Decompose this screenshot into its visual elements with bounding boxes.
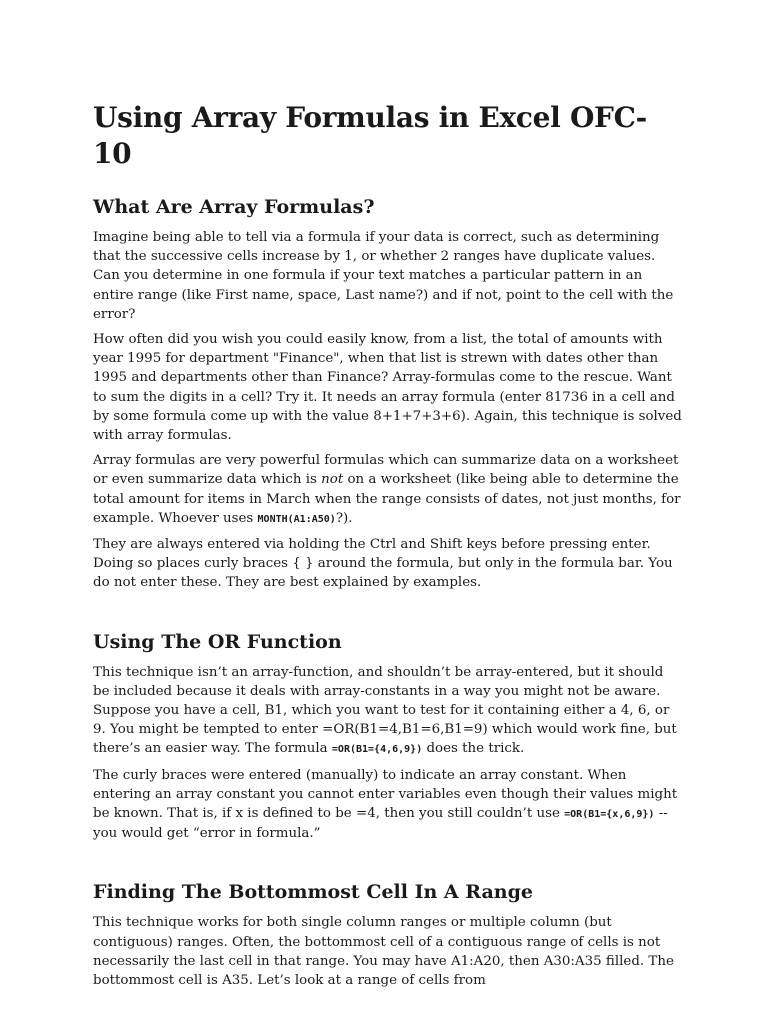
text-run: -- you would get “error in formula.” <box>93 806 668 842</box>
document-page <box>93 100 683 996</box>
paragraph <box>93 766 683 844</box>
formula-code: MONTH(A1:A50) <box>257 513 336 525</box>
paragraph: Imagine being able to tell via a formula if your data is correct, such as determining that the successive cells increase by 1, or whether 2 ranges have duplicate values. Can you determine in one formula if your text matches a particular pattern in an entire range (like First name, space, Last name?) and if not, point to the cell with the error? <box>93 230 674 322</box>
section-heading-bottommost-cell: Finding The Bottommost Cell In A Range <box>93 881 533 904</box>
section-heading-or-function: Using The OR Function <box>93 630 342 653</box>
paragraph: They are always entered via holding the Ctrl and Shift keys before pressing enter. Doing so places curly braces { } around the formula, but only in the formula bar. You do not enter these. They are best explained by examples. <box>93 537 673 591</box>
emphasis-text: not <box>321 472 344 488</box>
formula-code: =OR(B1={x,6,9}) <box>564 809 655 821</box>
paragraph <box>93 663 683 760</box>
text-run: does the trick. <box>422 741 525 757</box>
text-run: on a worksheet (like being able to determine the total amount for items in March when the range consists of dates, not just months, for example. Whoever uses <box>93 472 681 526</box>
paragraph: How often did you wish you could easily know, from a list, the total of amounts with year 1995 for department "Finance", when that list is strewn with dates other than 1995 and departments other than Finance? Array-formulas come to the rescue. Want to sum the digits in a cell? Try it. It needs an array formula (enter 81736 in a cell and by some formula come up with the value 8+1+7+3+6). Again, this technique is solved with array formulas. <box>93 332 682 444</box>
section-spacer <box>93 599 683 629</box>
text-run: ?). <box>335 510 353 526</box>
formula-code: =OR(B1={4,6,9}) <box>331 744 423 756</box>
section-spacer <box>93 849 683 879</box>
document-title: Using Array Formulas in Excel OFC-10 <box>93 101 647 170</box>
text-run: Array formulas are very powerful formulas which can summarize data on a worksheet or even summarize data which is <box>93 453 679 488</box>
text-run: The curly braces were entered (manually) to indicate an array constant. When entering an array constant you cannot enter variables even though their values might be known. That is, if x is defined to be =4, then you still couldn’t use <box>93 767 678 822</box>
paragraph: This technique works for both single column ranges or multiple column (but contiguous) ranges. Often, the bottommost cell of a contiguous range of cells is not necessarily the last cell in that range. You may have A1:A20, then A30:A35 filled. The bottommost cell is A35. Let’s look at a range of cells from <box>93 915 674 989</box>
paragraph <box>93 451 683 529</box>
text-run: This technique isn’t an array-function, and shouldn’t be array-entered, but it should be included because it deals with array-constants in a way you might not be aware. Suppose you have a cell, B1, which you want to test for it containing either a 4, 6, or 9. You might be tempted to enter =OR(B1=4,B1=6,B1=9) which would work fine, but there’s an easier way. The formula <box>93 664 677 757</box>
section-heading-array-formulas: What Are Array Formulas? <box>93 196 375 218</box>
